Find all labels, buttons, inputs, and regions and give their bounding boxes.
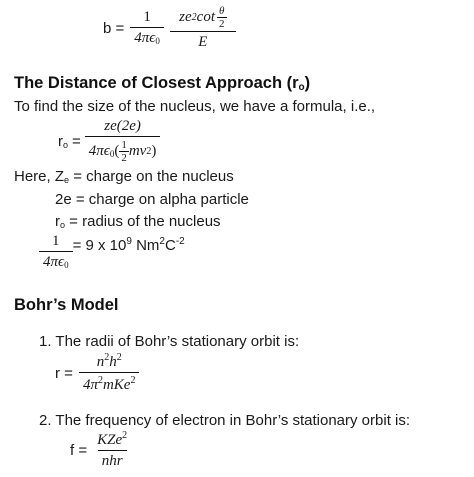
formula-bohr-radius-frac: $\frac{n^2h^2}{4\pi^2mKe^2}$	[79, 352, 140, 394]
here-line: Here, $Z_e$ = charge on the nucleus	[14, 168, 234, 185]
intro-text: To find the size of the nucleus, we have a formula, i.e.,	[14, 98, 376, 115]
formula-bohr-radius: r = $\frac{n^2h^2}{4\pi^2mKe^2}$	[55, 352, 139, 394]
bohr-item-1: 1. The radii of Bohr’s stationary orbit is:	[39, 333, 300, 350]
formula-b-frac1: $\frac{1}{4\pi\epsilon_0}$	[130, 9, 164, 47]
item-r0: $r_o$ = radius of the nucleus	[55, 213, 221, 230]
formula-r0-frac: ze(2e) 4πϵ $_0$ ( $\frac{1}{2}$ mv 2 )	[85, 118, 161, 164]
formula-bohr-frequency: f = $\frac{KZe^2}{\text{nhr}}$	[70, 430, 131, 470]
item-2e: 2e = charge on alpha particle	[55, 191, 249, 208]
section-title-closest-approach: The Distance of Closest Approach $(r_o)$	[14, 74, 311, 93]
formula-b	[103, 5, 236, 51]
formula-b-frac2: ze 2 cot $\frac{\theta}{2}$ E	[170, 5, 236, 51]
section-title-bohr-model: Bohr’s Model	[14, 296, 119, 314]
formula-bohr-frequency-frac: $\frac{KZe^2}{\text{nhr}}$	[97, 430, 128, 469]
formula-b-lhs: b =	[103, 19, 125, 37]
coulomb-constant-value: = 9 x $10^9$ $Nm^2C^{-2}$	[72, 236, 185, 254]
coulomb-constant	[39, 233, 185, 271]
coulomb-constant-frac: $\frac{1}{4\pi\epsilon_0}$	[39, 233, 73, 271]
formula-r0: $r_o$ = ze(2e) 4πϵ $_0$ ( $\frac{1}{2}$ mv 2 )	[58, 118, 160, 164]
bohr-item-2: 2. The frequency of electron in Bohr’s stationary orbit is:	[39, 412, 411, 429]
